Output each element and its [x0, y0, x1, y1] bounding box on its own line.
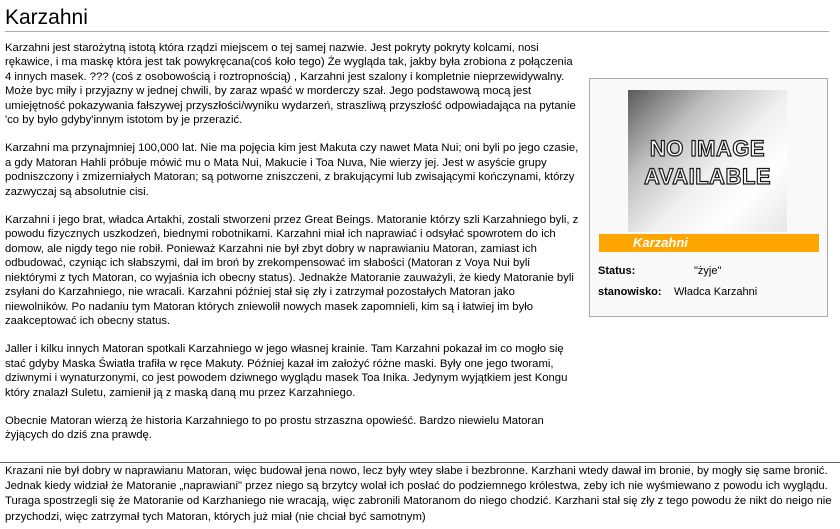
infobox-status-row	[598, 264, 722, 278]
infobox-name-bar: Karzahni	[599, 234, 819, 252]
article-paragraph-4: Jaller i kilku innych Matoran spotkali Karzahniego w jego własnej krainie. Tam Karzahni pokazał im co mogło się stać gdyby Maska Światła trafiła w ręce Makuty. Później kazał im założyć różne maski. Były one jego tworami, dziwnymi i wynaturzonymi, co jest powodem dziwnego wyglądu masek Toa Inika. Jedynym wyjątkiem jest Kongu który znalazł Suletu, zamienił ją z maską daną mu przez Karzahniego.	[5, 343, 568, 399]
infobox-position-row	[598, 285, 758, 299]
no-image-graphic	[628, 90, 787, 232]
footer-note: Krazani nie był dobry w naprawianu Matoran, więc budował jena nowo, lecz były wtey słabe i bezbronne. Karzhani wtedy dawał im bronie, by mogły się same bronić. Jednak kiedy widział że Matoranie „naprawiani" przez niego są brzytcy wolał ich posłać do podziemnego królestwa, zeby ich nie wyśmiewano z powodu ich wyglądu. Turaga spostrzegli się że Matoranie od Karzhaniego nie wracają, więc zabronili Matoranom do niego chodzić. Karzhani stał się zły z tego powodu że nikt do neigo nie przychodzi, więc zatrzymał tych Matoran, których już miał (nie chciał być samotnym)	[0, 462, 840, 525]
article-paragraph-5: Obecnie Matoran wierzą że historia Karzahniego to po prostu strzaszna opowieść. Bardzo niewielu Matoran żyjących do dziś zna prawdę.	[5, 414, 544, 442]
page-title: Karzahni	[5, 5, 829, 32]
article-paragraph-3: Karzahni i jego brat, władca Artakhi, zostali stworzeni przez Great Beings. Matoranie którzy szli Karzahniego byli, z powodu fizycznych uszkodzeń, biednymi robotnikami. Karzahni miał ich naprawiać i odsyłać spowrotem do ich domow, ale nigdy tego nie robił. Ponieważ Karzahni nie był zbyt dobry w naprawianiu Matoran, zamiast ich odbudować, czyniąc ich słabszymi, dał im broń by zrekompensować im słabości (Matoran z Voya Nui byli niektórymi z tych Matoran, co wyjaśnia ich obecny status). Jednakże Matoranie zauważyli, że kiedy Matoranie byli zsyłani do Karzahniego, nie wracali. Karzahni później stał się zły i zatrzymał pozostałych Matoran jako niewolników. Po nadaniu tym Matoran których zniewolił nowych masek zapomnieli, kim są i łatwiej im było zaakceptować ich obecny status.	[5, 214, 579, 327]
article-paragraph-1: Karzahni jest starożytną istotą która rządzi miejscem o tej samej nazwie. Jest pokryty pokryty kolcami, nosi rękawice, i ma maskę która jest tak powykręcana(coś koło tego) Że wygląda tak, jakby była zrobiona z połączenia 4 innych masek. ??? (coś z osobowością i roztropnością) , Karzahni jest szalony i kompletnie nieprzewidywalny. Może byc miły i przyjazny w jednej chwili, by zaraz wpaść w morderczy szał. Jego podstawową mocą jest umiejętność pokazywania fałszywej przyszłości/wyniku wydarzeń, straszliwą przyszłość odpowiadająca na pytanie 'co by było gdyby'innym istotom by je przerazić.	[5, 42, 576, 127]
no-image-text-line2: AVAILABLE	[643, 164, 772, 189]
article-paragraph-2: Karzahni ma przynajmniej 100,000 lat. Nie ma pojęcia kim jest Makuta czy nawet Mata Nui; oni byli po jego czasie, a gdy Matoran Hahli próbuje mówić mu o Mata Nui, Makucie i Toa Nuva, Nie wierzy jej. Jest w asyście grupy podniszczony i zmizerniałych Matoran; są potworne zniszczeni, z brakującymi lub zwisającymi kończynami, którzy zazwyczaj są absolutnie cisi.	[5, 142, 579, 198]
status-label: Status:	[598, 265, 636, 277]
position-value: Władca Karzahni	[674, 286, 758, 298]
no-image-text-line1: NO IMAGE	[649, 136, 766, 161]
no-image-placeholder	[628, 90, 787, 232]
article-body	[5, 41, 581, 457]
character-infobox	[589, 78, 828, 317]
position-label: stanowisko:	[598, 286, 662, 298]
status-value: "żyje"	[694, 265, 722, 277]
